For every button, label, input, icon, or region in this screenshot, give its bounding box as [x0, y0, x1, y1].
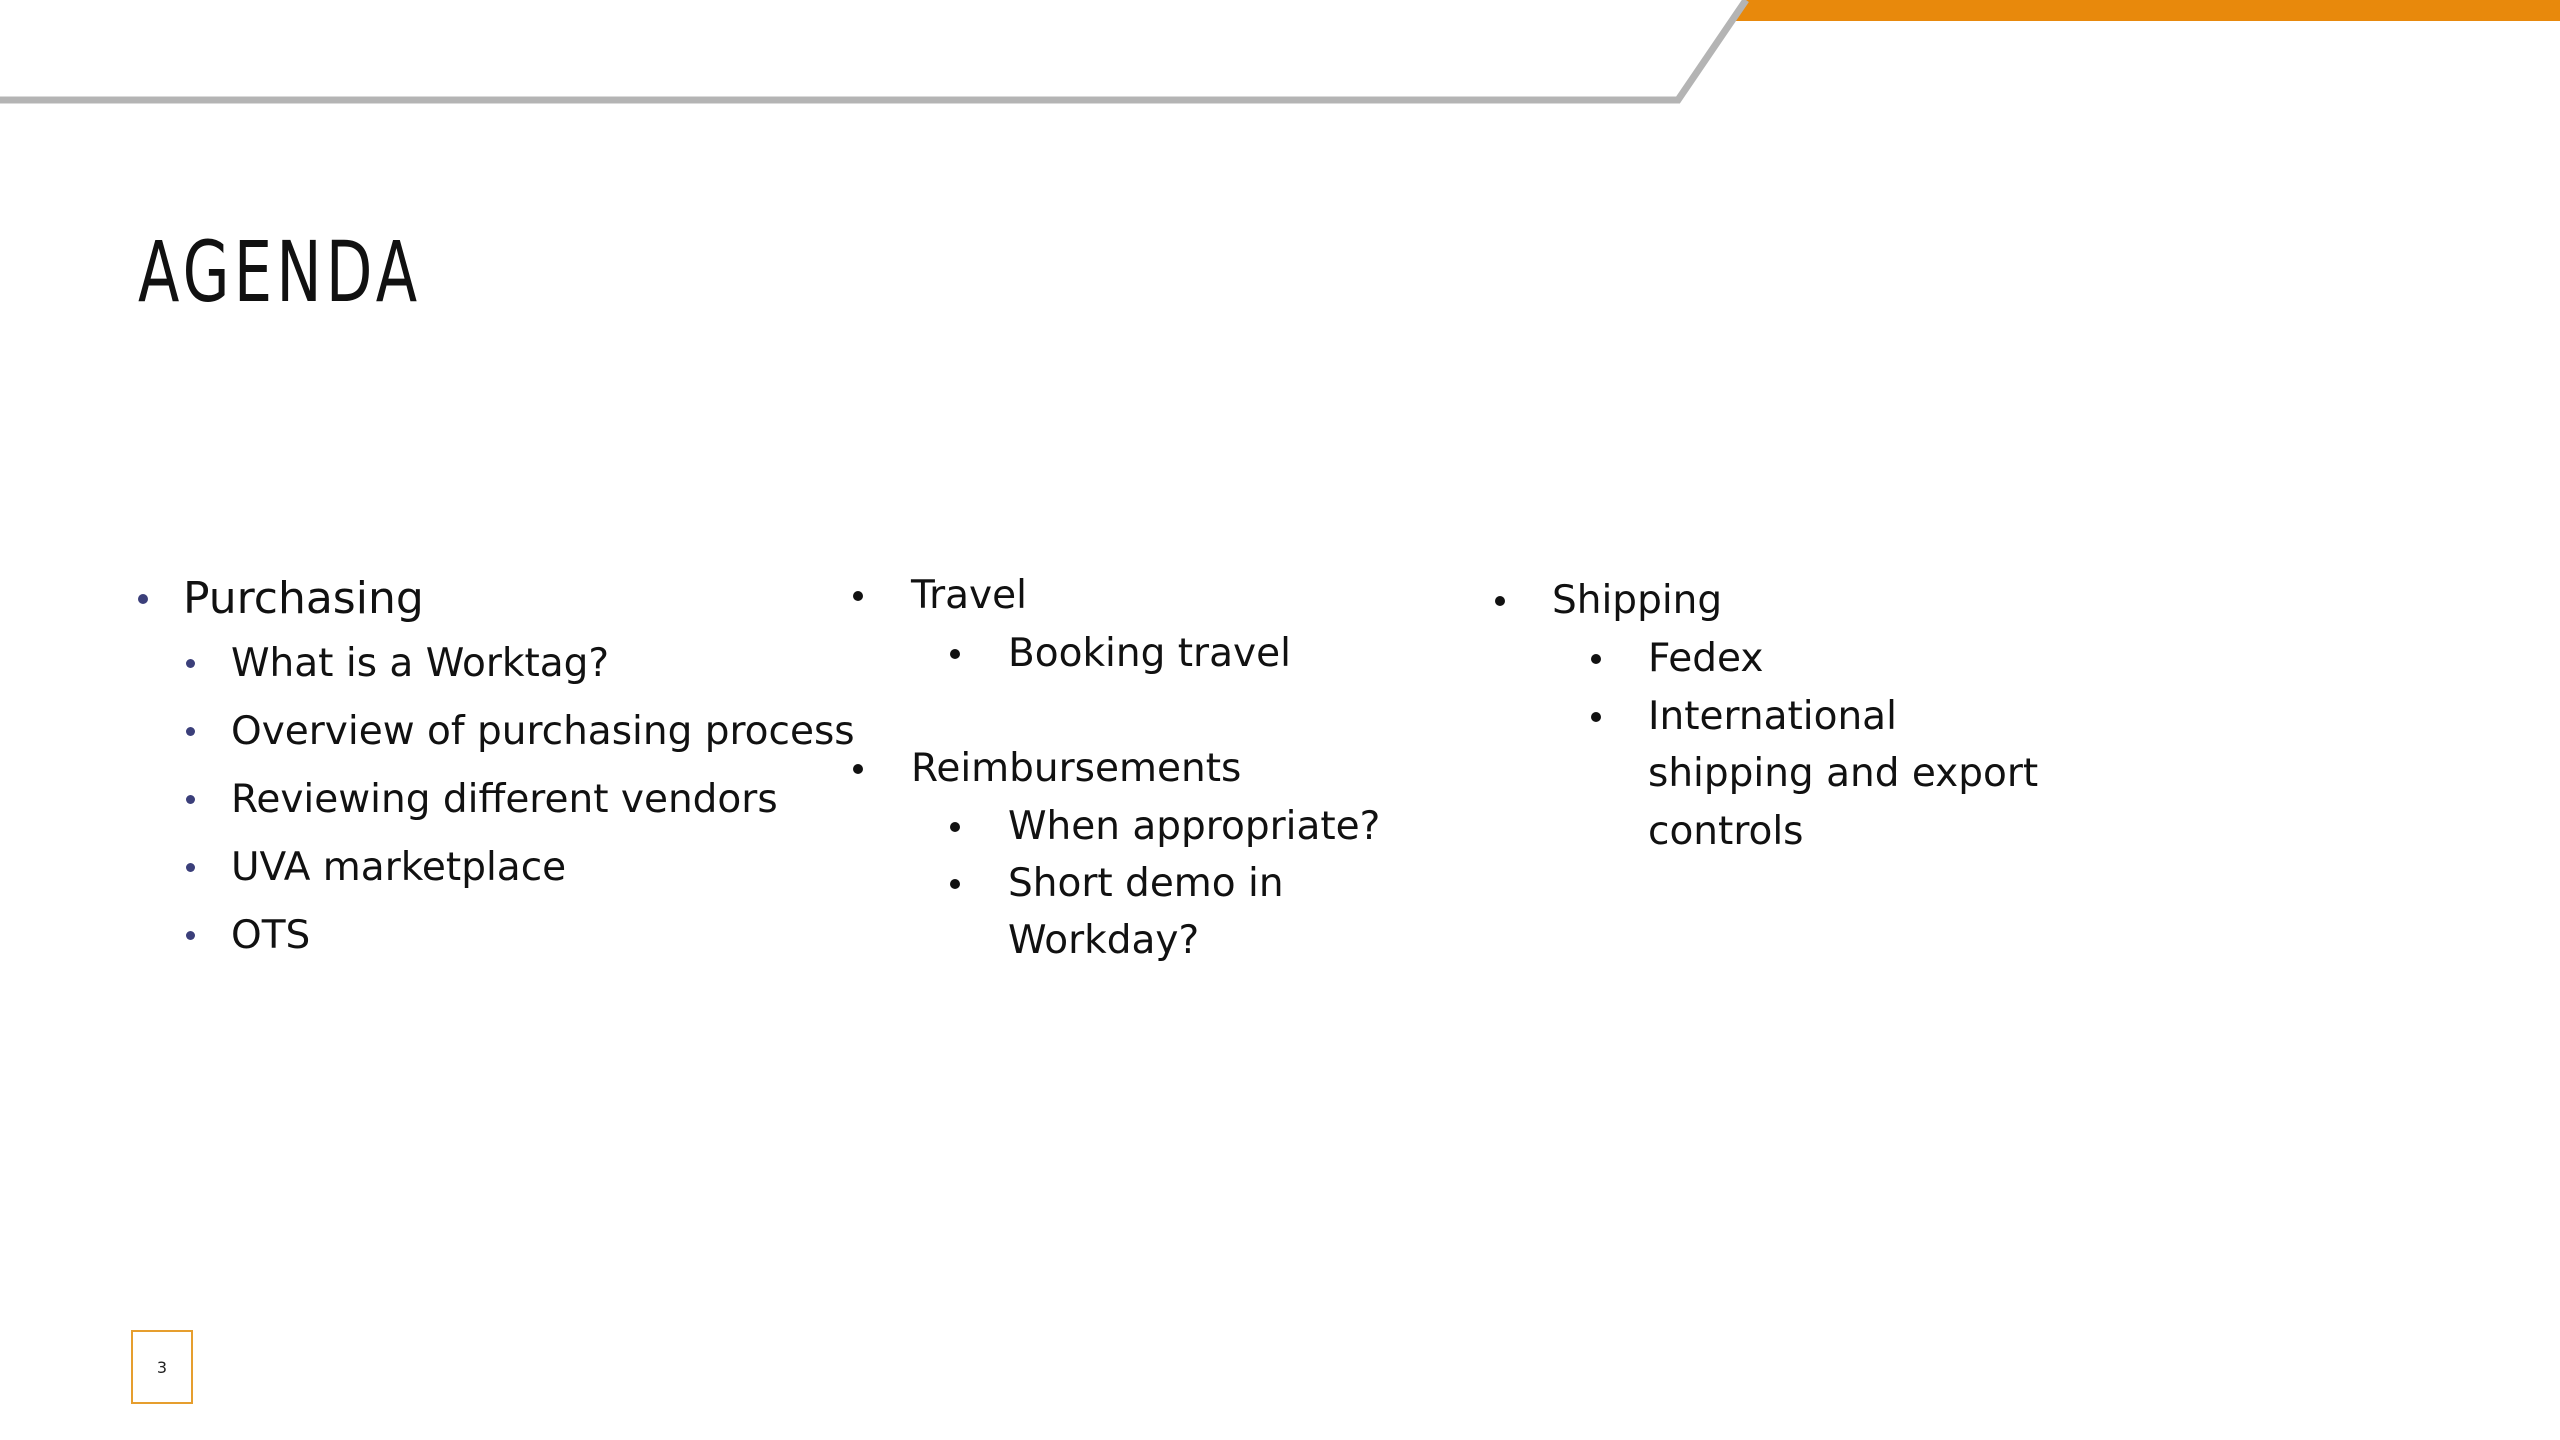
agenda-subitem-when-appropriate [845, 798, 1465, 855]
agenda-subitem-purchasing-process [135, 698, 855, 766]
slide-title: AGENDA [138, 223, 422, 321]
agenda-subitem-label: Reviewing different vendors [231, 777, 778, 822]
bullet-icon [853, 591, 863, 601]
agenda-subitem-label: Overview of purchasing process [231, 709, 855, 754]
agenda-subitem-fedex [1486, 630, 2106, 688]
agenda-subitem-workday-demo [845, 855, 1465, 969]
bullet-icon [1495, 596, 1505, 606]
agenda-subitem-label-line: Short demo in [1008, 861, 1284, 906]
agenda-subitem-label: Booking travel [1008, 631, 1291, 676]
bullet-icon [186, 659, 195, 668]
agenda-subitem-booking-travel [845, 625, 1465, 682]
bullet-icon [1591, 712, 1601, 722]
agenda-subitem-label-line: Workday? [1008, 918, 1200, 963]
agenda-subitem-label-line: controls [1648, 808, 1804, 854]
agenda-subitem-international-shipping [1486, 688, 2106, 861]
agenda-subitem-label: What is a Worktag? [231, 641, 610, 686]
bullet-icon [186, 931, 195, 940]
agenda-column-shipping [1486, 572, 2106, 860]
agenda-item-label: Purchasing [183, 573, 424, 624]
bullet-icon [853, 764, 863, 774]
header-decoration [0, 0, 2560, 110]
agenda-subitem-vendors [135, 766, 855, 834]
agenda-subitem-worktag [135, 630, 855, 698]
agenda-item-label: Shipping [1552, 578, 1723, 623]
header-accent-bar [1732, 0, 2560, 21]
agenda-item-reimbursements [845, 740, 1465, 798]
bullet-icon [186, 863, 195, 872]
agenda-item-label: Reimbursements [911, 746, 1242, 791]
agenda-subitem-label: OTS [231, 913, 311, 958]
agenda-subitem-label-line: International [1648, 693, 1897, 739]
bullet-icon [1591, 654, 1601, 664]
agenda-item-shipping [1486, 572, 2106, 630]
page-number: 3 [156, 1357, 168, 1377]
bullet-icon [186, 727, 195, 736]
agenda-subitem-ots [135, 902, 855, 970]
agenda-subitem-label-line: shipping and export [1648, 751, 2039, 796]
bullet-icon [186, 795, 195, 804]
header-rule-line [0, 0, 1746, 100]
agenda-subitem-label: When appropriate? [1008, 804, 1381, 849]
bullet-icon [138, 594, 148, 604]
spacer [845, 682, 1465, 740]
agenda-item-label: Travel [911, 573, 1027, 618]
page-number-badge [131, 1330, 193, 1404]
bullet-icon [950, 822, 960, 832]
agenda-item-purchasing [135, 568, 855, 630]
agenda-subitem-marketplace [135, 834, 855, 902]
bullet-icon [950, 879, 960, 889]
agenda-subitem-label: UVA marketplace [231, 845, 567, 890]
agenda-subitem-label: Fedex [1648, 636, 1764, 681]
agenda-column-purchasing [135, 568, 855, 970]
bullet-icon [950, 649, 960, 659]
agenda-column-travel [845, 567, 1465, 969]
agenda-item-travel [845, 567, 1465, 625]
